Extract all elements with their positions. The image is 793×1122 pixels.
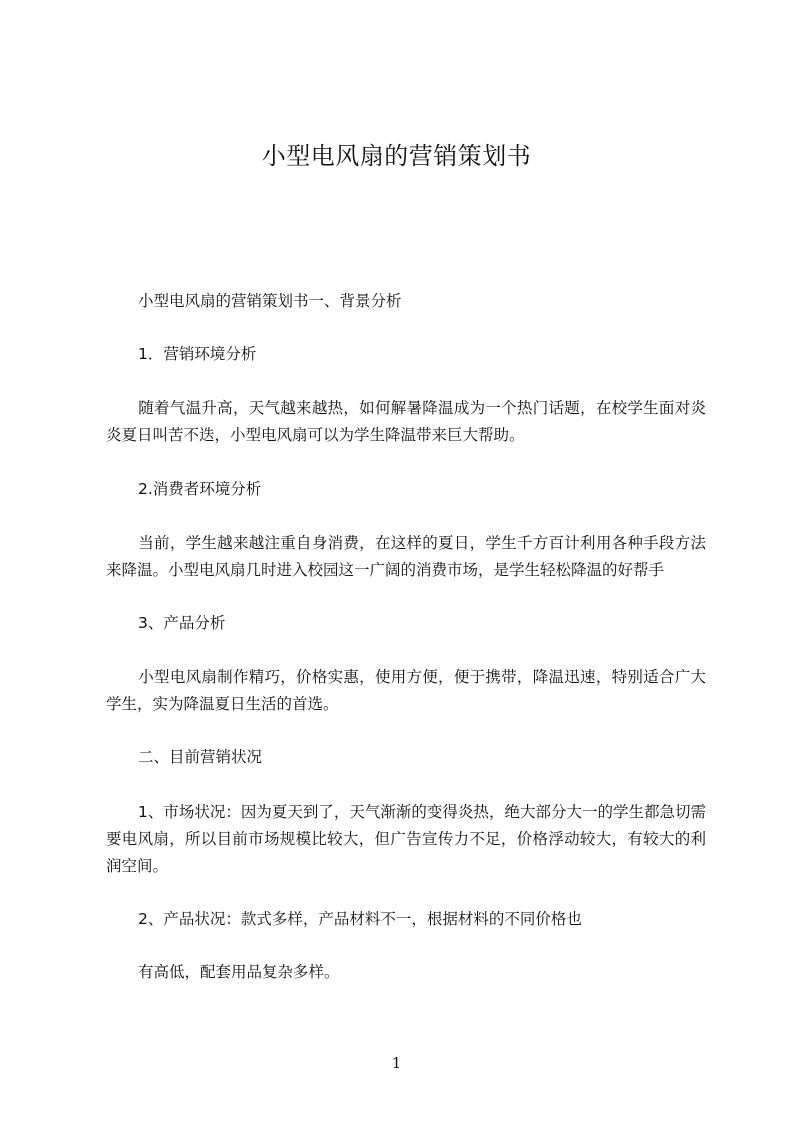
page-number: 1: [391, 1054, 402, 1072]
subheading-consumer-environment: 2.消费者环境分析: [138, 480, 262, 498]
paragraph-consumer-environment: [106, 530, 706, 584]
paragraph-product-status-continued: 有高低，配套用品复杂多样。: [138, 963, 340, 981]
subheading-product-status: 2、产品状况：款式多样，产品材料不一，根据材料的不同价格也: [138, 910, 582, 928]
document-title: 小型电风扇的营销策划书: [261, 142, 532, 170]
subheading-product-analysis: 3、产品分析: [138, 614, 226, 632]
paragraph-marketing-environment: [106, 395, 706, 449]
section-heading-background: 小型电风扇的营销策划书一、背景分析: [138, 292, 402, 310]
paragraph-product-analysis: [106, 664, 706, 718]
paragraph-text: 当前，学生越来越注重自身消费，在这样的夏日，学生千方百计利用各种手段方法来降温。小型电风扇几时进入校园这一广阔的消费市场，是学生轻松降温的好帮手: [106, 534, 706, 579]
paragraph-market-status: [106, 799, 706, 880]
paragraph-text: 1、市场状况：因为夏天到了，天气渐渐的变得炎热，绝大部分大一的学生都急切需要电风扇，所以目前市场规模比较大，但广告宣传力不足，价格浮动较大，有较大的利润空间。: [106, 803, 706, 875]
paragraph-text: 随着气温升高，天气越来越热，如何解暑降温成为一个热门话题，在校学生面对炎炎夏日叫苦不迭，小型电风扇可以为学生降温带来巨大帮助。: [106, 399, 706, 444]
section-heading-current-marketing: 二、目前营销状况: [138, 748, 263, 766]
paragraph-text: 小型电风扇制作精巧，价格实惠，使用方便，便于携带，降温迅速，特别适合广大学生，实为降温夏日生活的首选。: [106, 668, 706, 713]
subheading-marketing-environment: 1．营销环境分析: [138, 345, 257, 363]
